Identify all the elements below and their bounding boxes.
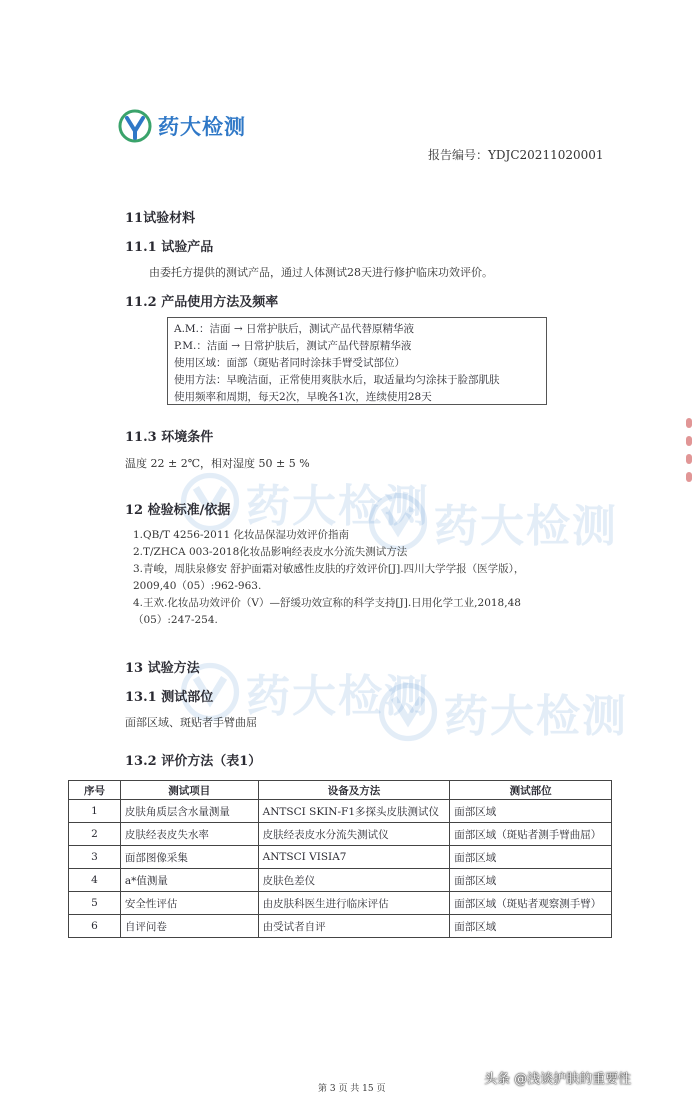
table-row [69,892,612,915]
table-cell: 面部区域（斑贴者观察测手臂） [450,892,612,915]
watermark-logo-icon [378,682,438,742]
table-cell: 1 [69,800,121,823]
table-cell: 6 [69,915,121,938]
table-cell: 面部区域（斑贴者测手臂曲屈） [450,823,612,846]
reference-list [133,527,553,629]
table-cell: ANTSCI SKIN-F1多探头皮肤测试仪 [258,800,450,823]
logo-mark-icon [118,109,152,143]
usage-line: 使用频率和周期，每天2次，早晚各1次，连续使用28天 [174,391,432,403]
watermark-text: 药大检测 [246,481,430,532]
table-cell: 安全性评估 [120,892,258,915]
section-13-2-title: 13.2 评价方法（表1） [125,754,262,769]
section-11-1-title: 11.1 试验产品 [125,240,214,255]
section-11-1-text: 由委托方提供的测试产品，通过人体测试28天进行修护临床功效评价。 [149,266,493,279]
section-12-title: 12 检验标准/依据 [125,503,231,518]
usage-line: 使用方法：早晚洁面，正常使用爽肤水后，取适量均匀涂抹于脸部肌肤 [174,374,500,386]
section-11-3-title: 11.3 环境条件 [125,430,214,445]
header-cell: 测试项目 [120,781,258,800]
reference-item: 2.T/ZHCA 003-2018化妆品影响经表皮水分流失测试方法 [133,546,408,558]
edge-stamp-marks [684,410,694,500]
section-11-3-text: 温度 22 ± 2℃，相对湿度 50 ± 5 % [125,457,310,470]
evaluation-method-table [68,780,612,938]
table-cell: 皮肤色差仪 [258,869,450,892]
section-13-1-text: 面部区域、斑贴者手臂曲屈 [125,716,257,729]
table-cell: a*值测量 [120,869,258,892]
header-cell: 测试部位 [450,781,612,800]
table-row [69,846,612,869]
watermark-text: 药大检测 [434,501,618,552]
source-credit: 头条 @浅谈护肤的重要性 [484,1072,632,1087]
table-cell: 皮肤经表皮失水率 [120,823,258,846]
page-number: 第 3 页 共 15 页 [318,1084,386,1094]
table-cell: 自评问卷 [120,915,258,938]
header-cell: 设备及方法 [258,781,450,800]
table-cell: 2 [69,823,121,846]
table-cell: 面部区域 [450,846,612,869]
table-cell: 5 [69,892,121,915]
reference-item: 1.QB/T 4256-2011 化妆品保湿功效评价指南 [133,529,350,541]
report-number: 报告编号：YDJC20211020001 [428,148,604,162]
table-cell: 皮肤经表皮水分流失测试仪 [258,823,450,846]
reference-item: 3.青峻，周肤泉修安 舒护面霜对敏感性皮肤的疗效评价[J].四川大学学报（医学版），2009,40（05）:962-963. [133,563,525,592]
table-cell: ANTSCI VISIA7 [258,846,450,869]
table-row [69,800,612,823]
usage-line: P.M.：洁面 → 日常护肤后，测试产品代替原精华液 [174,340,412,352]
table-row [69,915,612,938]
usage-line: A.M.：洁面 → 日常护肤后，测试产品代替原精华液 [174,323,414,335]
table-header-row [69,781,612,800]
usage-method-box [167,317,547,405]
section-11-2-title: 11.2 产品使用方法及频率 [125,295,279,310]
company-logo [118,108,246,144]
table-cell: 4 [69,869,121,892]
table-cell: 面部图像采集 [120,846,258,869]
section-11-title: 11试验材料 [125,211,196,226]
table-row [69,869,612,892]
header-cell: 序号 [69,781,121,800]
table-cell: 面部区域 [450,915,612,938]
table-cell: 面部区域 [450,869,612,892]
watermark-text: 药大检测 [246,671,430,722]
section-13-1-title: 13.1 测试部位 [125,690,214,705]
watermark [378,680,628,744]
section-13-title: 13 试验方法 [125,661,200,676]
table-cell: 皮肤角质层含水量测量 [120,800,258,823]
logo-text: 药大检测 [158,115,246,139]
table-row [69,823,612,846]
table-cell: 由皮肤科医生进行临床评估 [258,892,450,915]
table-cell: 面部区域 [450,800,612,823]
table-cell: 由受试者自评 [258,915,450,938]
usage-line: 使用区域：面部（斑贴者同时涂抹手臂受试部位） [174,357,405,369]
watermark-text: 药大检测 [444,691,628,742]
reference-item: 4.王欢.化妆品功效评价（V）—舒缓功效宣称的科学支持[J].日用化学工业,2018,48（05）:247-254. [133,597,521,626]
table-cell: 3 [69,846,121,869]
